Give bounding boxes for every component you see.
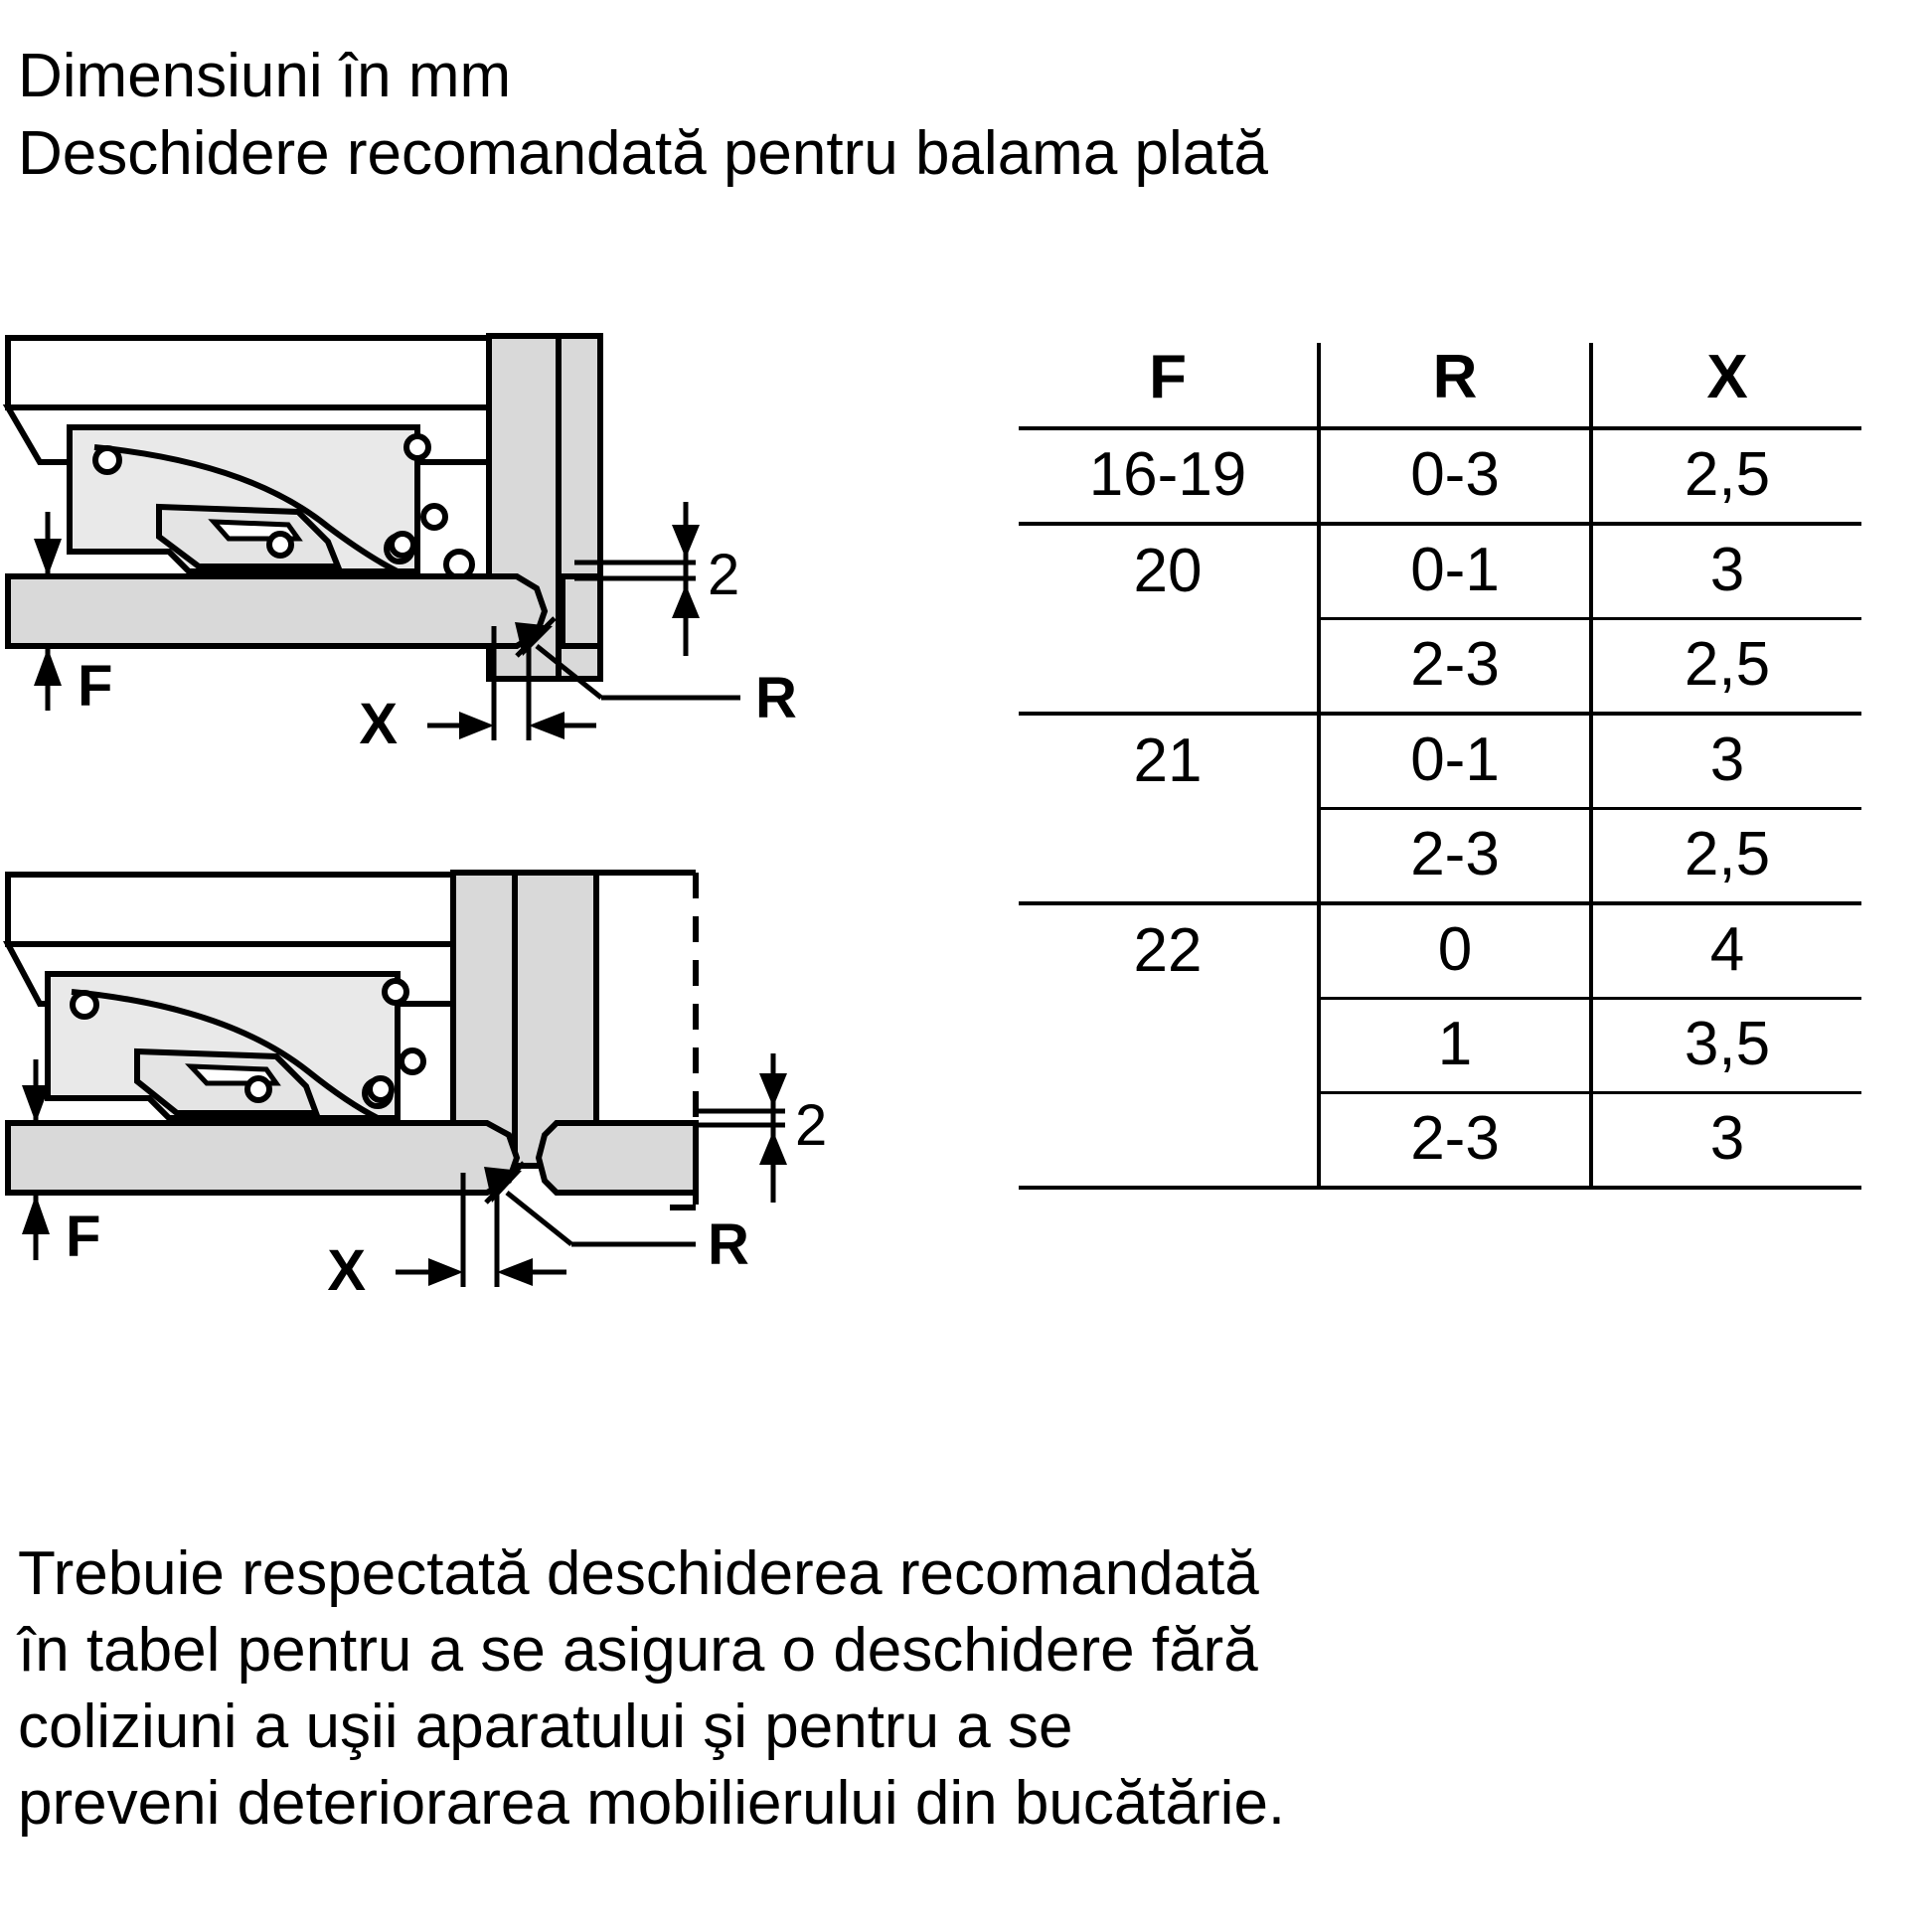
dimensions-table: [1019, 343, 1861, 1190]
table-header-row: [1019, 343, 1861, 428]
table-row: [1019, 524, 1861, 619]
cell-r: 0: [1319, 903, 1591, 999]
note-line-4: preveni deteriorarea mobilierului din bucătărie.: [18, 1769, 1286, 1838]
cell-r: 0-3: [1319, 428, 1591, 524]
page-subtitle: Deschidere recomandată pentru balama plată: [18, 119, 1268, 188]
cell-x: 3: [1709, 725, 1745, 794]
label-r-bottom: R: [708, 1212, 749, 1277]
table-row: [1019, 809, 1861, 904]
label-gap-top: 2: [708, 543, 740, 607]
cell-x: 4: [1709, 915, 1745, 984]
cell-x: 2,5: [1591, 619, 1861, 715]
cell-r: 2-3: [1319, 1093, 1591, 1189]
label-x-top: X: [359, 692, 398, 756]
table-row: [1019, 903, 1861, 999]
dimensions-table-wrapper: [1019, 343, 1853, 1190]
cell-f: 22: [1019, 903, 1319, 999]
label-f-bottom: F: [66, 1205, 101, 1269]
page-title: Dimensiuni în mm: [18, 42, 512, 110]
note-line-2: în tabel pentru a se asigura o deschidere fără: [18, 1616, 1258, 1685]
table-row: [1019, 714, 1861, 809]
label-x-bottom: X: [327, 1238, 366, 1303]
label-gap-bottom: 2: [795, 1093, 828, 1158]
cell-f: [1019, 1093, 1319, 1189]
cell-f: [1019, 999, 1319, 1093]
cell-r: 0-1: [1319, 524, 1591, 619]
drawing-top-view: [8, 336, 797, 756]
label-r-top: R: [755, 666, 797, 730]
table-row: [1019, 428, 1861, 524]
technical-drawings: [0, 328, 894, 1451]
column-header-f: F: [1019, 343, 1319, 428]
note-line-1: Trebuie respectată deschiderea recomandată: [18, 1539, 1259, 1608]
cell-r: 2-3: [1319, 619, 1591, 715]
table-row: [1019, 619, 1861, 715]
cell-r: 0-1: [1319, 714, 1591, 809]
drawing-bottom-view: [8, 873, 827, 1303]
page-title-block: [18, 38, 1906, 193]
cell-f: 16-19: [1019, 428, 1319, 524]
cell-x: 3: [1591, 1093, 1861, 1189]
cell-x: 2,5: [1591, 809, 1861, 904]
cell-x: 3,5: [1591, 999, 1861, 1093]
cell-f: [1019, 619, 1319, 715]
cell-r: 2-3: [1319, 809, 1591, 904]
note-line-3: coliziuni a uşii aparatului şi pentru a se: [18, 1692, 1073, 1761]
cell-x: 2,5: [1591, 428, 1861, 524]
column-header-r: R: [1319, 343, 1591, 428]
cell-f: 20: [1019, 524, 1319, 619]
table-row: [1019, 999, 1861, 1093]
cell-f: 21: [1019, 714, 1319, 809]
cell-f: [1019, 809, 1319, 904]
cell-x: 3: [1709, 536, 1745, 604]
cell-r: 1: [1319, 999, 1591, 1093]
label-f-top: F: [78, 654, 113, 719]
table-row: [1019, 1093, 1861, 1189]
column-header-x: X: [1591, 343, 1861, 428]
note-block: [18, 1535, 1916, 1842]
